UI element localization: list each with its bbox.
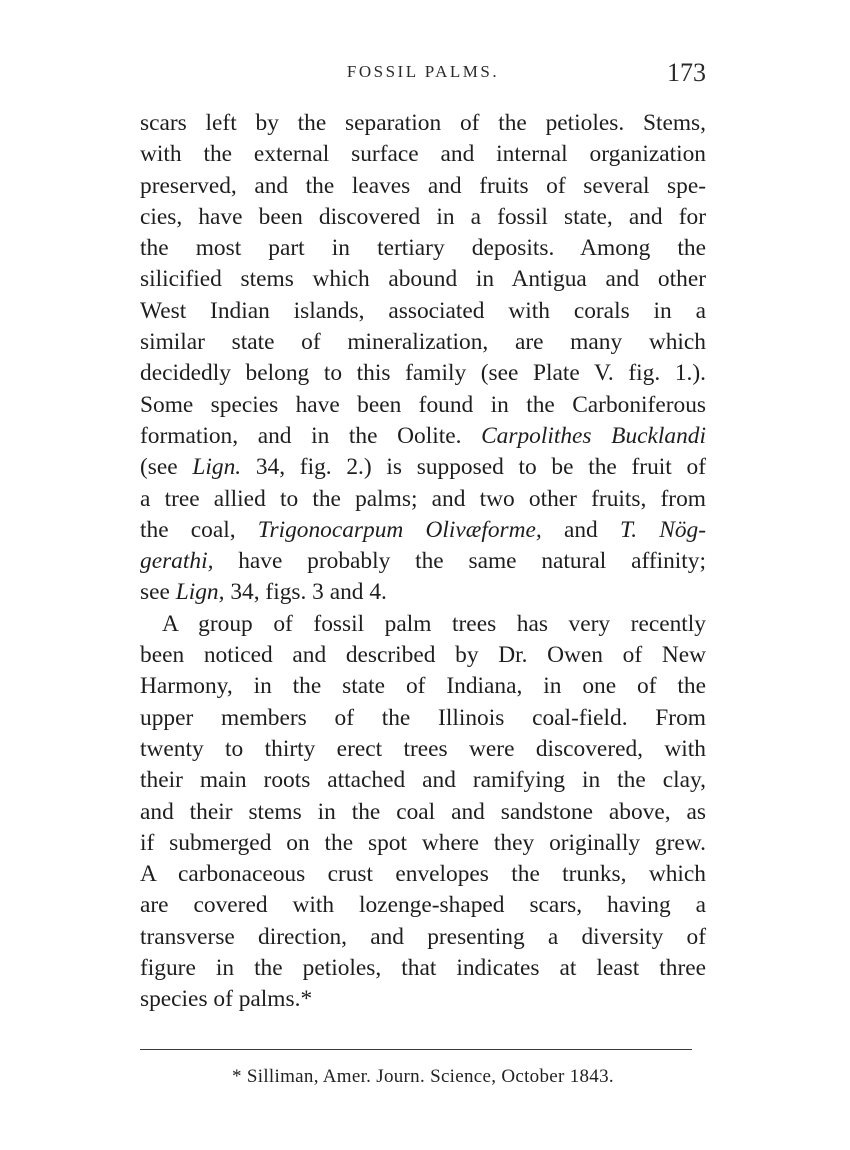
- text-line: [140, 264, 706, 295]
- text-line: [140, 171, 706, 202]
- text-run: similar state of mineralization, are many which: [140, 329, 706, 356]
- text-run: formation, and in the Oolite.: [140, 422, 482, 449]
- body-text: [140, 108, 706, 1016]
- text-run: if submerged on the spot where they originally grew.: [140, 829, 706, 856]
- text-line: [140, 233, 706, 264]
- text-run: see: [140, 579, 176, 606]
- text-run: with the external surface and internal organization: [140, 141, 706, 168]
- text-run: A carbonaceous crust envelopes the trunks, which: [140, 861, 706, 888]
- text-run: and: [541, 516, 620, 543]
- text-run: transverse direction, and presenting a diversity of: [140, 923, 706, 950]
- text-line: [140, 890, 706, 921]
- italic-text: Lign.: [192, 454, 242, 481]
- text-run: 34, figs. 3 and 4.: [224, 579, 387, 606]
- text-line: [140, 859, 706, 890]
- text-run: silicified stems which abound in Antigua and other: [140, 266, 706, 293]
- italic-text: T. Nög-: [619, 516, 707, 543]
- text-run: and their stems in the coal and sandstone above, as: [140, 798, 706, 825]
- text-line: [140, 734, 706, 765]
- text-line: [140, 765, 706, 796]
- text-line: [140, 640, 706, 671]
- text-run: Some species have been found in the Carboniferous: [140, 391, 706, 418]
- text-run: Harmony, in the state of Indiana, in one of the: [140, 673, 706, 700]
- text-line: [140, 609, 706, 640]
- page-number: 173: [667, 58, 706, 87]
- text-run: decidedly belong to this family (see Plate V. fig. 1.).: [140, 360, 706, 387]
- text-run: a tree allied to the palms; and two other fruits, from: [140, 485, 706, 512]
- text-run: twenty to thirty erect trees were discovered, with: [140, 735, 706, 762]
- text-run: (see: [140, 454, 193, 481]
- text-line: [140, 139, 706, 170]
- text-run: preserved, and the leaves and fruits of several spe-: [140, 172, 706, 199]
- text-run: 34, fig. 2.) is supposed to be the fruit of: [241, 454, 706, 481]
- footnote-rule: [140, 1049, 692, 1050]
- text-line: [140, 953, 706, 984]
- running-head: [140, 58, 706, 90]
- text-run: figure in the petioles, that indicates at least three: [140, 955, 706, 982]
- text-line: [140, 452, 706, 483]
- text-line: [140, 108, 706, 139]
- text-run: scars left by the separation of the petioles. Stems,: [140, 110, 706, 136]
- text-line: [140, 484, 706, 515]
- text-line: [140, 546, 706, 577]
- text-line: [140, 515, 706, 546]
- text-line: [140, 671, 706, 702]
- text-line: [140, 828, 706, 859]
- text-run: are covered with lozenge-shaped scars, having a: [140, 892, 706, 919]
- italic-text: gerathi,: [140, 548, 214, 575]
- text-line: [140, 703, 706, 734]
- text-run: their main roots attached and ramifying in the clay,: [140, 767, 706, 794]
- text-run: have probably the same natural affinity;: [213, 548, 706, 575]
- text-run: A group of fossil palm trees has very recently: [162, 610, 706, 637]
- text-line: [140, 390, 706, 421]
- text-line: [140, 797, 706, 828]
- italic-text: Carpolithes Bucklandi: [481, 422, 706, 449]
- text-line: [140, 421, 706, 452]
- text-line: [140, 296, 706, 327]
- footnote: * Silliman, Amer. Journ. Science, October 1843.: [232, 1066, 614, 1087]
- text-run: the coal,: [140, 516, 258, 543]
- text-line: [140, 577, 706, 608]
- text-line: [140, 202, 706, 233]
- running-title: FOSSIL PALMS.: [346, 62, 500, 81]
- text-run: cies, have been discovered in a fossil state, and for: [140, 203, 706, 230]
- text-run: the most part in tertiary deposits. Among the: [140, 235, 706, 262]
- text-line: [140, 984, 706, 1015]
- italic-text: Trigonocarpum Olivæforme,: [257, 516, 542, 543]
- italic-text: Lign,: [175, 579, 225, 606]
- text-run: been noticed and described by Dr. Owen of New: [140, 642, 706, 669]
- text-line: [140, 327, 706, 358]
- text-line: [140, 922, 706, 953]
- text-run: upper members of the Illinois coal-field. From: [140, 704, 706, 731]
- text-line: [140, 358, 706, 389]
- text-run: West Indian islands, associated with corals in a: [140, 297, 706, 324]
- text-run: species of palms.*: [140, 986, 313, 1013]
